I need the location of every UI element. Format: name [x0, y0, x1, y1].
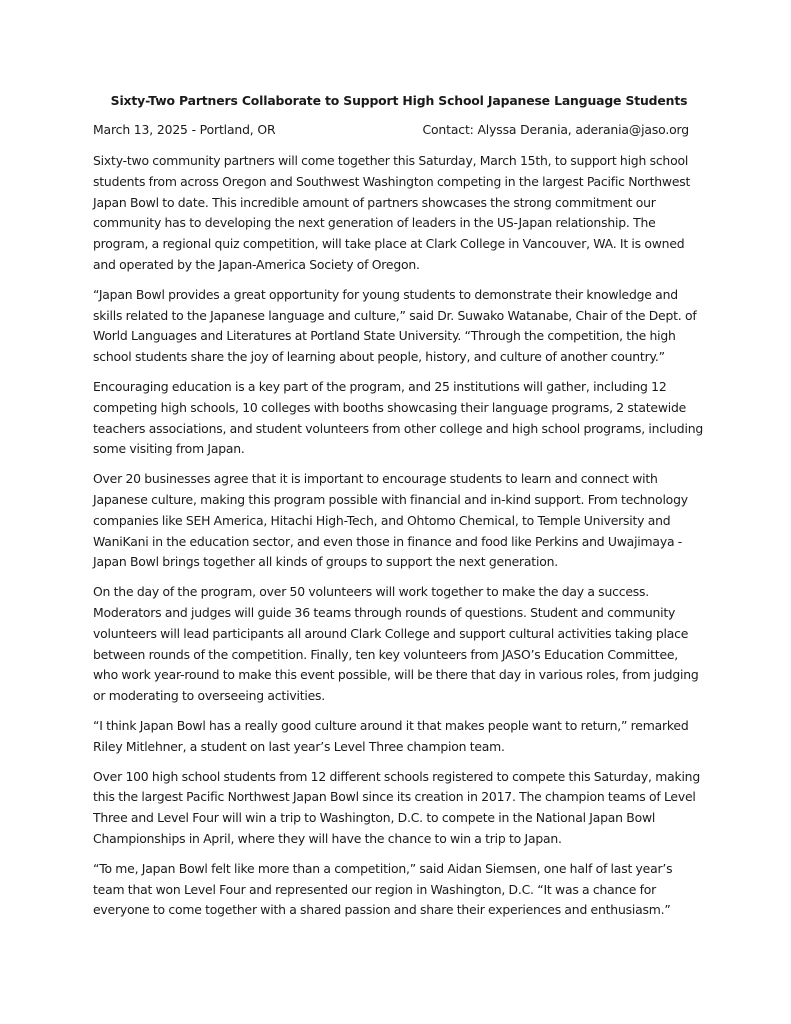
- body-paragraph: “I think Japan Bowl has a really good culture around it that makes people want to return,” remarked Riley Mitlehner, a student on last year’s Level Three champion team.: [93, 717, 689, 754]
- contact-info: Contact: Alyssa Derania, aderania@jaso.org: [422, 122, 689, 137]
- body-paragraph: Sixty-two community partners will come together this Saturday, March 15th, to support high school students from across Oregon and Southwest Washington competing in the largest Pacific Northwest Japan Bowl to date. This incredible amount of partners showcases the strong commitment our community has to developing the next generation of leaders in the US-Japan relationship. The program, a regional quiz competition, will take place at Clark College in Vancouver, WA. It is owned and operated by the Japan-America Society of Oregon.: [93, 153, 691, 272]
- body-paragraph: Encouraging education is a key part of the program, and 25 institutions will gather, including 12 competing high schools, 10 colleges with booths showcasing their language programs, 2 statewide teachers associations, and student volunteers from other college and high school programs, including some visiting from Japan.: [93, 378, 704, 457]
- body-paragraph: “Japan Bowl provides a great opportunity for young students to demonstrate their knowledge and skills related to the Japanese language and culture,” said Dr. Suwako Watanabe, Chair of the Dept. of World Languages and Literatures at Portland State University. “Through the competition, the high school students share the joy of learning about people, history, and culture of another country.”: [93, 286, 697, 365]
- body-paragraph: “To me, Japan Bowl felt like more than a competition,” said Aidan Siemsen, one half of last year’s team that won Level Four and represented our region in Washington, D.C. “It was a chance for everyone to come together with a shared passion and share their experiences and enthusiasm.”: [93, 860, 673, 918]
- body-paragraph: Over 20 businesses agree that it is important to encourage students to learn and connect with Japanese culture, making this program possible with financial and in-kind support. From technology companies like SEH America, Hitachi High-Tech, and Ohtomo Chemical, to Temple University and WaniKani in the education sector, and even those in finance and food like Perkins and Uwajimaya - Japan Bowl brings together all kinds of groups to support the next generation.: [93, 471, 688, 570]
- press-release-title: Sixty-Two Partners Collaborate to Support High School Japanese Language Students: [110, 93, 688, 108]
- dateline: March 13, 2025 - Portland, OR: [93, 122, 276, 137]
- release-meta-line: [93, 122, 705, 137]
- press-release-page: [93, 93, 705, 930]
- body-paragraph: On the day of the program, over 50 volunteers will work together to make the day a success. Moderators and judges will guide 36 teams through rounds of questions. Student and community volunteers will lead participants all around Clark College and support cultural activities taking place between rounds of the competition. Finally, ten key volunteers from JASO’s Education Committee, who work year-round to make this event possible, will be there that day in various roles, from judging or moderating to overseeing activities.: [93, 584, 699, 704]
- body-paragraph: Over 100 high school students from 12 different schools registered to compete this Saturday, making this the largest Pacific Northwest Japan Bowl since its creation in 2017. The champion teams of Level Three and Level Four will win a trip to Washington, D.C. to compete in the National Japan Bowl Championships in April, where they will have the chance to win a trip to Japan.: [93, 768, 701, 846]
